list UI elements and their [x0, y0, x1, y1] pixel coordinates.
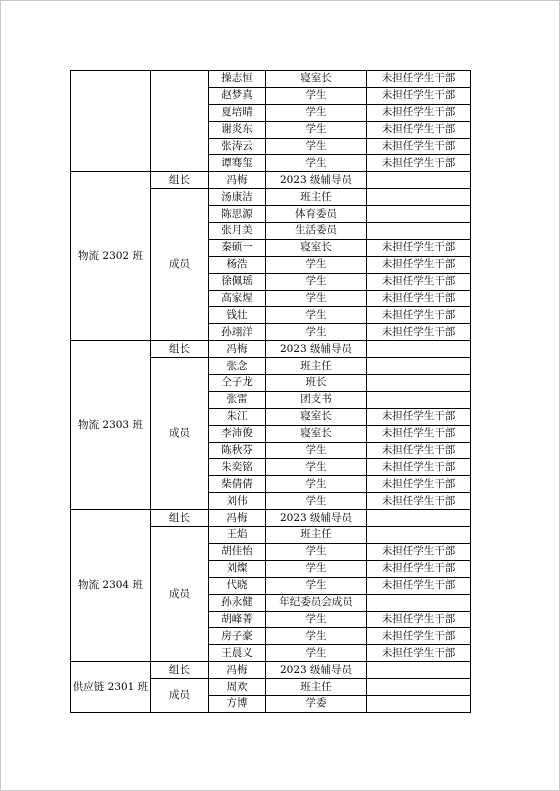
cadre-status-cell: 未担任学生干部: [367, 493, 471, 510]
member-name-cell: 冯梅: [209, 172, 266, 189]
role-group-cell: 组长: [151, 341, 209, 358]
member-name-cell: 张月美: [209, 223, 266, 240]
position-cell: 寝室长: [266, 425, 367, 442]
cadre-status-cell: [367, 594, 471, 611]
member-name-cell: 刘燦: [209, 560, 266, 577]
role-group-cell: 组长: [151, 172, 209, 189]
member-name-cell: 朱奕铭: [209, 459, 266, 476]
position-cell: 寝室长: [266, 408, 367, 425]
position-cell: 寝室长: [266, 239, 367, 256]
position-cell: 学生: [266, 256, 367, 273]
member-name-cell: 孙翊洋: [209, 324, 266, 341]
cadre-status-cell: 未担任学生干部: [367, 307, 471, 324]
class-name-cell: 物流 2302 班: [71, 172, 151, 341]
member-name-cell: 汤康洁: [209, 189, 266, 206]
member-name-cell: 张涛云: [209, 138, 266, 155]
role-group-cell: [151, 71, 209, 172]
member-name-cell: 胡佳怡: [209, 543, 266, 560]
position-cell: 2023 级辅导员: [266, 341, 367, 358]
position-cell: 学生: [266, 560, 367, 577]
cadre-status-cell: 未担任学生干部: [367, 408, 471, 425]
cadre-status-cell: [367, 679, 471, 696]
role-group-cell: 组长: [151, 662, 209, 679]
cadre-status-cell: [367, 172, 471, 189]
position-cell: 学生: [266, 273, 367, 290]
member-name-cell: 王晨义: [209, 645, 266, 662]
member-roster-table: [70, 70, 471, 713]
cadre-status-cell: [367, 695, 471, 712]
cadre-status-cell: 未担任学生干部: [367, 611, 471, 628]
cadre-status-cell: 未担任学生干部: [367, 628, 471, 645]
position-cell: 班主任: [266, 679, 367, 696]
member-name-cell: 房子豪: [209, 628, 266, 645]
position-cell: 学生: [266, 442, 367, 459]
member-name-cell: 秦硕一: [209, 239, 266, 256]
cadre-status-cell: 未担任学生干部: [367, 476, 471, 493]
member-name-cell: 陈秋芬: [209, 442, 266, 459]
cadre-status-cell: 未担任学生干部: [367, 87, 471, 104]
role-group-cell: 成员: [151, 679, 209, 713]
position-cell: 班主任: [266, 527, 367, 544]
member-name-cell: 冯梅: [209, 662, 266, 679]
position-cell: 学生: [266, 324, 367, 341]
cadre-status-cell: 未担任学生干部: [367, 138, 471, 155]
member-name-cell: 冯梅: [209, 510, 266, 527]
cadre-status-cell: [367, 662, 471, 679]
position-cell: 学生: [266, 87, 367, 104]
position-cell: 学生: [266, 543, 367, 560]
position-cell: 学生: [266, 138, 367, 155]
member-name-cell: 朱江: [209, 408, 266, 425]
position-cell: 2023 级辅导员: [266, 662, 367, 679]
member-name-cell: 胡峰菁: [209, 611, 266, 628]
cadre-status-cell: 未担任学生干部: [367, 560, 471, 577]
cadre-status-cell: [367, 189, 471, 206]
role-group-cell: 成员: [151, 527, 209, 662]
cadre-status-cell: 未担任学生干部: [367, 324, 471, 341]
cadre-status-cell: 未担任学生干部: [367, 425, 471, 442]
position-cell: 体育委员: [266, 206, 367, 223]
member-name-cell: 高家煋: [209, 290, 266, 307]
member-name-cell: 赵梦真: [209, 87, 266, 104]
member-name-cell: 夏培晴: [209, 104, 266, 121]
position-cell: 学生: [266, 628, 367, 645]
member-name-cell: 徐佩瑶: [209, 273, 266, 290]
member-name-cell: 刘伟: [209, 493, 266, 510]
position-cell: 学生: [266, 155, 367, 172]
cadre-status-cell: 未担任学生干部: [367, 577, 471, 594]
position-cell: 班长: [266, 375, 367, 392]
member-name-cell: 操志恒: [209, 71, 266, 88]
cadre-status-cell: 未担任学生干部: [367, 543, 471, 560]
cadre-status-cell: [367, 358, 471, 375]
cadre-status-cell: 未担任学生干部: [367, 121, 471, 138]
table-row: [71, 662, 471, 679]
position-cell: 学生: [266, 577, 367, 594]
cadre-status-cell: [367, 375, 471, 392]
table-row: [71, 510, 471, 527]
member-name-cell: 杨浩: [209, 256, 266, 273]
member-name-cell: 谭骞玺: [209, 155, 266, 172]
cadre-status-cell: [367, 391, 471, 408]
position-cell: 学生: [266, 476, 367, 493]
cadre-status-cell: 未担任学生干部: [367, 459, 471, 476]
cadre-status-cell: 未担任学生干部: [367, 71, 471, 88]
table-row: [71, 71, 471, 88]
class-name-cell: 物流 2304 班: [71, 510, 151, 662]
position-cell: 学生: [266, 121, 367, 138]
position-cell: 学生: [266, 611, 367, 628]
position-cell: 学生: [266, 290, 367, 307]
position-cell: 学生: [266, 459, 367, 476]
position-cell: 学生: [266, 493, 367, 510]
cadre-status-cell: [367, 223, 471, 240]
cadre-status-cell: [367, 341, 471, 358]
member-name-cell: 陈思源: [209, 206, 266, 223]
cadre-status-cell: [367, 206, 471, 223]
member-name-cell: 王焰: [209, 527, 266, 544]
class-name-cell: 供应链 2301 班: [71, 662, 151, 713]
cadre-status-cell: 未担任学生干部: [367, 645, 471, 662]
cadre-status-cell: 未担任学生干部: [367, 104, 471, 121]
member-name-cell: 仝子龙: [209, 375, 266, 392]
cadre-status-cell: 未担任学生干部: [367, 239, 471, 256]
table-row: [71, 341, 471, 358]
position-cell: 学生: [266, 104, 367, 121]
cadre-status-cell: 未担任学生干部: [367, 256, 471, 273]
position-cell: 年纪委员会成员: [266, 594, 367, 611]
position-cell: 团支书: [266, 391, 367, 408]
cadre-status-cell: 未担任学生干部: [367, 273, 471, 290]
member-name-cell: 柴倩倩: [209, 476, 266, 493]
cadre-status-cell: [367, 527, 471, 544]
position-cell: 2023 级辅导员: [266, 172, 367, 189]
position-cell: 生活委员: [266, 223, 367, 240]
role-group-cell: 成员: [151, 189, 209, 341]
cadre-status-cell: 未担任学生干部: [367, 290, 471, 307]
cadre-status-cell: [367, 510, 471, 527]
role-group-cell: 成员: [151, 358, 209, 510]
cadre-status-cell: 未担任学生干部: [367, 442, 471, 459]
cadre-status-cell: 未担任学生干部: [367, 155, 471, 172]
position-cell: 寝室长: [266, 71, 367, 88]
member-name-cell: 孙永健: [209, 594, 266, 611]
position-cell: 班主任: [266, 358, 367, 375]
member-name-cell: 代晓: [209, 577, 266, 594]
position-cell: 学生: [266, 645, 367, 662]
position-cell: 2023 级辅导员: [266, 510, 367, 527]
member-name-cell: 谢炎东: [209, 121, 266, 138]
class-name-cell: [71, 71, 151, 172]
member-name-cell: 冯梅: [209, 341, 266, 358]
member-name-cell: 张念: [209, 358, 266, 375]
position-cell: 班主任: [266, 189, 367, 206]
member-name-cell: 钱壮: [209, 307, 266, 324]
member-name-cell: 方博: [209, 695, 266, 712]
member-name-cell: 李沛俊: [209, 425, 266, 442]
table-row: [71, 172, 471, 189]
position-cell: 学生: [266, 307, 367, 324]
class-name-cell: 物流 2303 班: [71, 341, 151, 510]
member-name-cell: 张雷: [209, 391, 266, 408]
role-group-cell: 组长: [151, 510, 209, 527]
member-name-cell: 周欢: [209, 679, 266, 696]
position-cell: 学委: [266, 695, 367, 712]
